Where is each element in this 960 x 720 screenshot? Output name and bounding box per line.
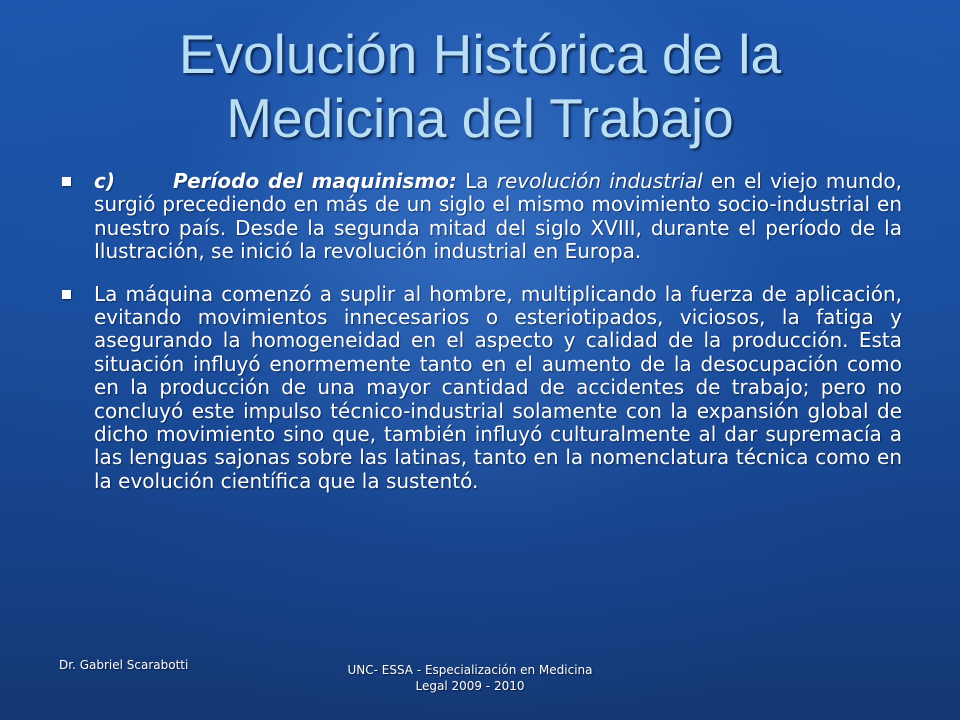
bullet-lead-letter: c) [94, 169, 115, 193]
square-bullet-icon [62, 290, 71, 299]
square-bullet-icon [62, 177, 71, 186]
footer-course [320, 662, 620, 694]
footer-course-line-2: Legal 2009 - 2010 [415, 679, 525, 693]
bullet-text-before: La [456, 169, 497, 193]
slide-title-line-2: Medicina del Trabajo [226, 87, 734, 149]
bullet-item [62, 283, 902, 494]
bullet-text: La máquina comenzó a suplir al hombre, multiplicando la fuerza de aplicación, evitando movimientos innecesarios o esteriotipados, viciosos, la fatiga y asegurando la homogeneidad en el aspecto y calidad de la producción. Esta situación influyó enormemente tanto en el aumento de la desocupación como en la producción de una mayor cantidad de accidentes de trabajo; pero no concluyó este impulso técnico-industrial solamente con la expansión global de dicho movimiento sino que, también influyó culturalmente al dar supremacía a las lenguas sajonas sobre las latinas, tanto en la nomenclatura técnica como en la evolución científica que la sustentó. [94, 281, 902, 493]
footer-course-line-1: UNC- ESSA - Especialización en Medicina [347, 663, 593, 677]
slide-body [62, 170, 902, 512]
bullet-lead-title: Período del maquinismo: [173, 169, 457, 193]
bullet-text-after: en el viejo mundo, surgió precediendo en más de un siglo el mismo movimiento socio-industrial en nuestro país. Desde la segunda mitad del siglo XVIII, durante el período de la Ilustración, se inició la revolución industrial en Europa. [94, 169, 902, 264]
slide-title-line-1: Evolución Histórica de la [178, 23, 782, 85]
slide-title [40, 22, 920, 150]
footer-author: Dr. Gabriel Scarabotti [59, 658, 189, 672]
bullet-italic-phrase: revolución industrial [496, 169, 703, 193]
bullet-item [62, 170, 902, 264]
